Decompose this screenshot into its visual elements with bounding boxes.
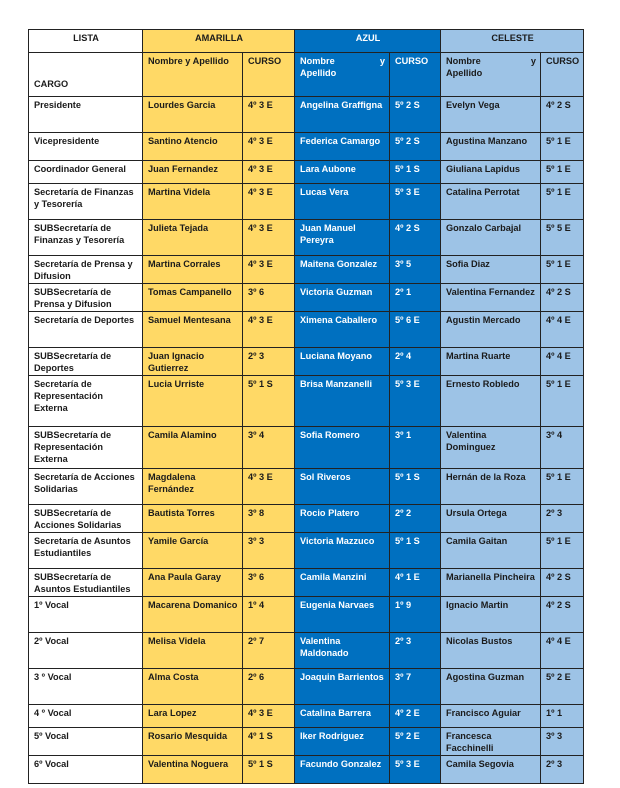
amarilla-name-cell: Melisa Videla [143, 633, 243, 669]
celeste-curso-cell: 5º 2 E [541, 669, 584, 705]
azul-curso-cell: 3º 1 [390, 427, 441, 469]
amarilla-name-cell: Santino Atencio [143, 133, 243, 161]
azul-curso-cell: 3º 7 [390, 669, 441, 705]
table-row [29, 427, 584, 469]
celeste-name-cell: Ernesto Robledo [441, 376, 541, 427]
celeste-curso-header: CURSO [541, 53, 584, 97]
celeste-curso-cell: 4º 2 S [541, 597, 584, 633]
azul-name-cell: Brisa Manzanelli [295, 376, 390, 427]
amarilla-curso-cell: 1º 4 [243, 597, 295, 633]
candidates-table [28, 29, 584, 784]
table-row [29, 533, 584, 569]
amarilla-curso-header: CURSO [243, 53, 295, 97]
amarilla-curso-cell: 4º 3 E [243, 133, 295, 161]
celeste-name-cell: Ignacio Martin [441, 597, 541, 633]
amarilla-name-header: Nombre y Apellido [143, 53, 243, 97]
cargo-cell: Secretaría de Asuntos Estudiantiles [29, 533, 143, 569]
azul-name-cell: Victoria Guzman [295, 284, 390, 312]
azul-name-cell: Joaquin Barrientos [295, 669, 390, 705]
celeste-curso-cell: 4º 2 S [541, 569, 584, 597]
azul-name-cell: Federica Camargo [295, 133, 390, 161]
amarilla-name-cell: Julieta Tejada [143, 220, 243, 256]
celeste-curso-cell: 5º 1 E [541, 161, 584, 184]
azul-apellido-word: Apellido [300, 68, 337, 78]
amarilla-name-cell: Macarena Domanico [143, 597, 243, 633]
table-row [29, 597, 584, 633]
cargo-cell: Vicepresidente [29, 133, 143, 161]
amarilla-curso-cell: 2º 7 [243, 633, 295, 669]
azul-name-cell: Iker Rodriguez [295, 728, 390, 756]
amarilla-curso-cell: 4º 3 E [243, 161, 295, 184]
cargo-cell: 4 º Vocal [29, 705, 143, 728]
amarilla-name-cell: Lourdes Garcia [143, 97, 243, 133]
azul-curso-cell: 5º 3 E [390, 756, 441, 784]
azul-name-cell: Camila Manzini [295, 569, 390, 597]
azul-name-cell: Juan Manuel Pereyra [295, 220, 390, 256]
celeste-curso-cell: 5º 1 E [541, 376, 584, 427]
amarilla-name-cell: Alma Costa [143, 669, 243, 705]
azul-curso-cell: 2º 4 [390, 348, 441, 376]
table-row [29, 728, 584, 756]
cargo-cell: Secretaría de Deportes [29, 312, 143, 348]
cargo-cell: Secretaría de Representación Externa [29, 376, 143, 427]
celeste-name-cell: Valentina Fernandez [441, 284, 541, 312]
amarilla-name-cell: Rosario Mesquida [143, 728, 243, 756]
cargo-cell: SUBSecretaría de Finanzas y Tesorería [29, 220, 143, 256]
azul-name-cell: Sol Riveros [295, 469, 390, 505]
cargo-cell: Secretaría de Prensa y Difusion [29, 256, 143, 284]
celeste-name-cell: Evelyn Vega [441, 97, 541, 133]
table-row [29, 284, 584, 312]
azul-curso-cell: 5º 3 E [390, 184, 441, 220]
azul-curso-cell: 1º 9 [390, 597, 441, 633]
cargo-cell: 5º Vocal [29, 728, 143, 756]
celeste-curso-cell: 5º 5 E [541, 220, 584, 256]
amarilla-curso-cell: 2º 6 [243, 669, 295, 705]
amarilla-curso-cell: 3º 8 [243, 505, 295, 533]
cargo-cell: SUBSecretaría de Acciones Solidarias [29, 505, 143, 533]
azul-curso-cell: 2º 2 [390, 505, 441, 533]
amarilla-curso-cell: 4º 3 E [243, 97, 295, 133]
amarilla-curso-cell: 4º 3 E [243, 256, 295, 284]
azul-name-cell: Eugenia Narvaes [295, 597, 390, 633]
amarilla-name-cell: Ana Paula Garay [143, 569, 243, 597]
celeste-header: CELESTE [441, 30, 584, 53]
amarilla-curso-cell: 5º 1 S [243, 376, 295, 427]
celeste-curso-cell: 4º 2 S [541, 284, 584, 312]
amarilla-curso-cell: 4º 3 E [243, 312, 295, 348]
celeste-curso-cell: 5º 1 E [541, 256, 584, 284]
celeste-curso-cell: 5º 1 E [541, 533, 584, 569]
amarilla-curso-cell: 4º 3 E [243, 469, 295, 505]
celeste-name-cell: Agostina Guzman [441, 669, 541, 705]
azul-name-cell: Victoria Mazzuco [295, 533, 390, 569]
table-row [29, 633, 584, 669]
celeste-name-cell: Catalina Perrotat [441, 184, 541, 220]
amarilla-curso-cell: 4º 1 S [243, 728, 295, 756]
azul-curso-cell: 2º 1 [390, 284, 441, 312]
azul-curso-cell: 5º 3 E [390, 376, 441, 427]
cargo-cell: SUBSecretaría de Deportes [29, 348, 143, 376]
table-row [29, 376, 584, 427]
azul-name-cell: Facundo Gonzalez [295, 756, 390, 784]
cargo-cell: SUBSecretaría de Prensa y Difusion [29, 284, 143, 312]
cargo-cell: 6º Vocal [29, 756, 143, 784]
celeste-curso-cell: 2º 3 [541, 505, 584, 533]
celeste-name-cell: Hernán de la Roza [441, 469, 541, 505]
celeste-name-header [441, 53, 541, 97]
amarilla-curso-cell: 2º 3 [243, 348, 295, 376]
azul-curso-cell: 5º 1 S [390, 469, 441, 505]
cargo-cell: Coordinador General [29, 161, 143, 184]
azul-name-cell: Catalina Barrera [295, 705, 390, 728]
celeste-name-cell: Camila Segovia [441, 756, 541, 784]
cargo-cell: 3 º Vocal [29, 669, 143, 705]
azul-y-word: y [379, 56, 385, 66]
azul-curso-cell: 5º 1 S [390, 533, 441, 569]
azul-curso-cell: 2º 3 [390, 633, 441, 669]
cargo-cell: Presidente [29, 97, 143, 133]
celeste-name-cell: Gonzalo Carbajal [441, 220, 541, 256]
amarilla-name-cell: Juan Ignacio Gutierrez [143, 348, 243, 376]
table-row [29, 505, 584, 533]
celeste-name-cell: Martina Ruarte [441, 348, 541, 376]
celeste-name-cell: Camila Gaitan [441, 533, 541, 569]
table-row [29, 669, 584, 705]
lista-header: LISTA [29, 30, 143, 53]
amarilla-curso-cell: 3º 6 [243, 569, 295, 597]
celeste-curso-cell: 3º 3 [541, 728, 584, 756]
celeste-nombre-word: Nombre [446, 56, 481, 66]
cargo-cell: SUBSecretaría de Asuntos Estudiantiles [29, 569, 143, 597]
celeste-curso-cell: 4º 4 E [541, 348, 584, 376]
amarilla-name-cell: Magdalena Fernández [143, 469, 243, 505]
azul-name-cell: Rocio Platero [295, 505, 390, 533]
azul-name-cell: Ximena Caballero [295, 312, 390, 348]
azul-nombre-word: Nombre [300, 56, 335, 66]
celeste-curso-cell: 3º 4 [541, 427, 584, 469]
azul-curso-cell: 4º 2 E [390, 705, 441, 728]
azul-name-cell: Lucas Vera [295, 184, 390, 220]
celeste-curso-cell: 5º 1 E [541, 133, 584, 161]
cargo-header: CARGO [29, 53, 143, 97]
azul-curso-cell: 5º 6 E [390, 312, 441, 348]
amarilla-curso-cell: 4º 3 E [243, 705, 295, 728]
celeste-name-cell: Giuliana Lapidus [441, 161, 541, 184]
table-row [29, 161, 584, 184]
table-row [29, 256, 584, 284]
azul-curso-cell: 4º 2 S [390, 220, 441, 256]
amarilla-name-cell: Martina Corrales [143, 256, 243, 284]
cargo-cell: 1º Vocal [29, 597, 143, 633]
amarilla-name-cell: Juan Fernandez [143, 161, 243, 184]
amarilla-curso-cell: 5º 1 S [243, 756, 295, 784]
amarilla-curso-cell: 3º 4 [243, 427, 295, 469]
celeste-name-cell: Francesca Facchinelli [441, 728, 541, 756]
cargo-cell: 2º Vocal [29, 633, 143, 669]
table-row [29, 312, 584, 348]
amarilla-curso-cell: 4º 3 E [243, 184, 295, 220]
azul-curso-cell: 5º 2 S [390, 97, 441, 133]
amarilla-name-cell: Lara Lopez [143, 705, 243, 728]
amarilla-name-cell: Tomas Campanello [143, 284, 243, 312]
amarilla-name-cell: Valentina Noguera [143, 756, 243, 784]
azul-name-cell: Angelina Graffigna [295, 97, 390, 133]
azul-name-cell: Maitena Gonzalez [295, 256, 390, 284]
amarilla-curso-cell: 3º 6 [243, 284, 295, 312]
azul-header: AZUL [295, 30, 441, 53]
azul-curso-cell: 5º 2 S [390, 133, 441, 161]
azul-curso-cell: 4º 1 E [390, 569, 441, 597]
celeste-apellido-word: Apellido [446, 68, 483, 78]
celeste-curso-cell: 5º 1 E [541, 469, 584, 505]
celeste-y-word: y [530, 56, 536, 66]
table-row [29, 133, 584, 161]
table-row [29, 756, 584, 784]
celeste-curso-cell: 4º 2 S [541, 97, 584, 133]
celeste-name-cell: Ursula Ortega [441, 505, 541, 533]
azul-name-cell: Valentina Maldonado [295, 633, 390, 669]
azul-curso-cell: 5º 1 S [390, 161, 441, 184]
azul-curso-cell: 3º 5 [390, 256, 441, 284]
cargo-cell: Secretaría de Finanzas y Tesorería [29, 184, 143, 220]
azul-name-header [295, 53, 390, 97]
celeste-name-cell: Marianella Pincheira [441, 569, 541, 597]
amarilla-name-cell: Martina Videla [143, 184, 243, 220]
amarilla-curso-cell: 3º 3 [243, 533, 295, 569]
celeste-name-cell: Sofia Diaz [441, 256, 541, 284]
table-row [29, 569, 584, 597]
azul-name-cell: Lara Aubone [295, 161, 390, 184]
amarilla-name-cell: Bautista Torres [143, 505, 243, 533]
table-row [29, 469, 584, 505]
amarilla-name-cell: Samuel Mentesana [143, 312, 243, 348]
celeste-curso-cell: 4º 4 E [541, 312, 584, 348]
cargo-cell: Secretaría de Acciones Solidarias [29, 469, 143, 505]
azul-curso-header: CURSO [390, 53, 441, 97]
celeste-name-cell: Valentina Dominguez [441, 427, 541, 469]
column-header-row [29, 53, 584, 97]
amarilla-name-cell: Camila Alamino [143, 427, 243, 469]
celeste-curso-cell: 2º 3 [541, 756, 584, 784]
cargo-cell: SUBSecretaría de Representación Externa [29, 427, 143, 469]
amarilla-header: AMARILLA [143, 30, 295, 53]
table-row [29, 220, 584, 256]
amarilla-name-cell: Yamile García [143, 533, 243, 569]
azul-curso-cell: 5º 2 E [390, 728, 441, 756]
table-row [29, 705, 584, 728]
celeste-curso-cell: 1º 1 [541, 705, 584, 728]
celeste-name-cell: Agustin Mercado [441, 312, 541, 348]
celeste-name-cell: Francisco Aguiar [441, 705, 541, 728]
azul-name-cell: Luciana Moyano [295, 348, 390, 376]
list-header-row [29, 30, 584, 53]
celeste-name-cell: Agustina Manzano [441, 133, 541, 161]
amarilla-curso-cell: 4º 3 E [243, 220, 295, 256]
celeste-name-cell: Nicolas Bustos [441, 633, 541, 669]
table-row [29, 348, 584, 376]
table-row [29, 97, 584, 133]
celeste-curso-cell: 4º 4 E [541, 633, 584, 669]
azul-name-cell: Sofia Romero [295, 427, 390, 469]
table-row [29, 184, 584, 220]
celeste-curso-cell: 5º 1 E [541, 184, 584, 220]
amarilla-name-cell: Lucia Urriste [143, 376, 243, 427]
